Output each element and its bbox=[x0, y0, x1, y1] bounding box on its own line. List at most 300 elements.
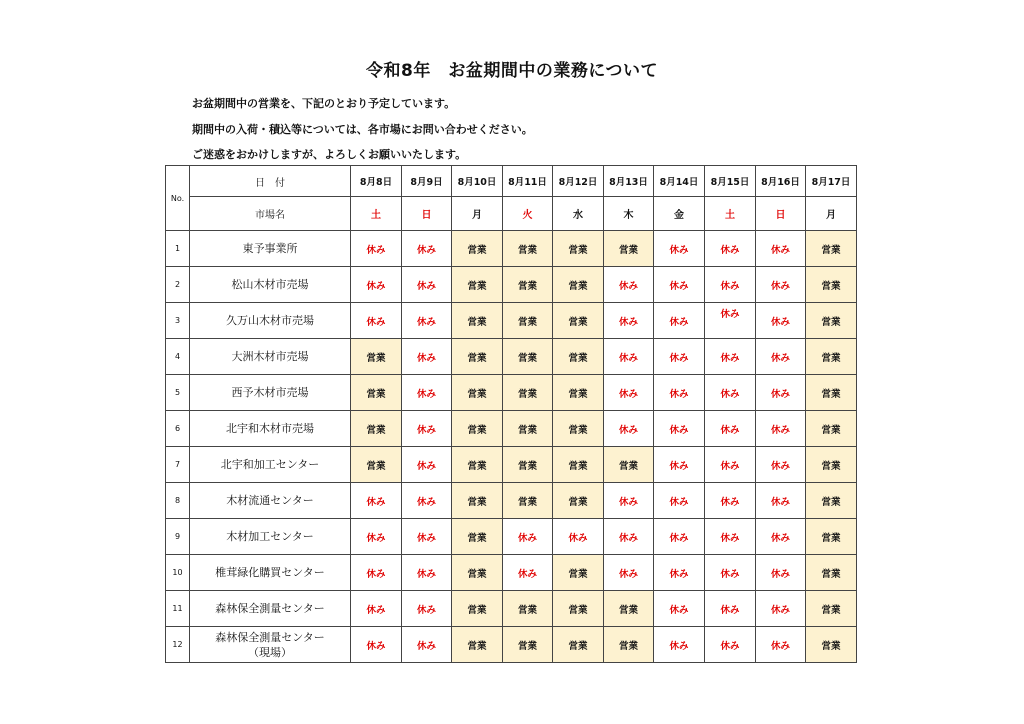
status-label: 営業 bbox=[618, 640, 638, 652]
status-closed-cell bbox=[705, 447, 756, 483]
weekday-header-cell: 月 bbox=[452, 197, 503, 231]
status-label: 休み bbox=[517, 532, 537, 544]
status-label: 営業 bbox=[821, 496, 841, 508]
status-closed-cell bbox=[402, 303, 452, 339]
date-header-cell: 8月17日 bbox=[806, 166, 857, 197]
status-label: 休み bbox=[720, 244, 740, 256]
status-label: 休み bbox=[720, 280, 740, 292]
status-label: 休み bbox=[618, 496, 638, 508]
status-open-cell bbox=[806, 483, 857, 519]
market-name: 森林保全測量センター （現場） bbox=[190, 627, 351, 663]
status-closed-cell bbox=[351, 555, 402, 591]
status-label: 休み bbox=[366, 640, 386, 652]
market-name: 椎茸緑化購買センター bbox=[190, 555, 351, 591]
status-open-cell bbox=[452, 591, 503, 627]
status-closed-cell bbox=[503, 555, 553, 591]
status-closed-cell bbox=[705, 267, 756, 303]
status-label: 休み bbox=[517, 568, 537, 580]
date-header-cell: 8月11日 bbox=[503, 166, 553, 197]
date-header-cell: 8月14日 bbox=[654, 166, 705, 197]
status-label: 営業 bbox=[467, 424, 487, 436]
status-label: 休み bbox=[416, 280, 436, 292]
market-name: 北宇和木材市売場 bbox=[190, 411, 351, 447]
status-label: 休み bbox=[416, 424, 436, 436]
status-closed-cell bbox=[402, 447, 452, 483]
no-column-header: No. bbox=[166, 166, 190, 231]
status-label: 休み bbox=[416, 352, 436, 364]
status-label: 休み bbox=[366, 568, 386, 580]
date-header-cell: 8月16日 bbox=[756, 166, 806, 197]
status-label: 営業 bbox=[821, 388, 841, 400]
status-label: 営業 bbox=[467, 532, 487, 544]
table-row bbox=[166, 447, 857, 483]
status-closed-cell bbox=[705, 591, 756, 627]
status-label: 休み bbox=[669, 640, 689, 652]
date-column-header: 日 付 bbox=[190, 166, 351, 197]
status-open-cell bbox=[452, 447, 503, 483]
status-closed-cell bbox=[604, 483, 654, 519]
schedule-table bbox=[165, 165, 857, 663]
status-label: 休み bbox=[568, 532, 588, 544]
status-label: 休み bbox=[770, 640, 790, 652]
note-line-2: 期間中の入荷・積込等については、各市場にお問い合わせください。 bbox=[192, 123, 533, 136]
status-open-cell bbox=[553, 411, 604, 447]
weekday-header-cell: 日 bbox=[402, 197, 452, 231]
status-label: 営業 bbox=[618, 460, 638, 472]
status-open-cell bbox=[806, 339, 857, 375]
table-row bbox=[166, 231, 857, 267]
status-label: 休み bbox=[669, 604, 689, 616]
status-open-cell bbox=[553, 375, 604, 411]
status-label: 営業 bbox=[467, 460, 487, 472]
status-closed-cell bbox=[604, 519, 654, 555]
status-closed-cell bbox=[654, 411, 705, 447]
status-label: 休み bbox=[618, 352, 638, 364]
status-open-cell bbox=[553, 627, 604, 663]
status-label: 休み bbox=[770, 316, 790, 328]
market-name: 木材加工センター bbox=[190, 519, 351, 555]
status-open-cell bbox=[553, 231, 604, 267]
status-label: 休み bbox=[416, 640, 436, 652]
table-row bbox=[166, 519, 857, 555]
status-label: 営業 bbox=[821, 244, 841, 256]
status-open-cell bbox=[806, 375, 857, 411]
status-label: 営業 bbox=[568, 316, 588, 328]
status-open-cell bbox=[452, 519, 503, 555]
status-label: 休み bbox=[366, 604, 386, 616]
row-number: 4 bbox=[166, 339, 190, 375]
status-label: 休み bbox=[770, 244, 790, 256]
weekday-header-cell: 金 bbox=[654, 197, 705, 231]
status-label: 休み bbox=[618, 388, 638, 400]
status-label: 休み bbox=[669, 496, 689, 508]
status-label: 休み bbox=[416, 460, 436, 472]
status-open-cell bbox=[452, 267, 503, 303]
weekday-header-cell: 月 bbox=[806, 197, 857, 231]
status-closed-cell bbox=[402, 231, 452, 267]
status-label: 休み bbox=[770, 388, 790, 400]
status-label: 営業 bbox=[568, 568, 588, 580]
status-closed-cell bbox=[402, 339, 452, 375]
status-label: 営業 bbox=[467, 244, 487, 256]
status-label: 休み bbox=[720, 352, 740, 364]
status-closed-cell bbox=[654, 483, 705, 519]
status-label: 休み bbox=[618, 316, 638, 328]
status-closed-cell bbox=[705, 231, 756, 267]
status-label: 営業 bbox=[366, 352, 386, 364]
status-label: 営業 bbox=[821, 316, 841, 328]
table-row bbox=[166, 339, 857, 375]
status-closed-cell bbox=[351, 483, 402, 519]
status-open-cell bbox=[452, 303, 503, 339]
date-header-cell: 8月12日 bbox=[553, 166, 604, 197]
status-label: 休み bbox=[416, 568, 436, 580]
status-label: 営業 bbox=[618, 244, 638, 256]
status-label: 営業 bbox=[467, 352, 487, 364]
status-open-cell bbox=[452, 627, 503, 663]
status-label: 営業 bbox=[821, 352, 841, 364]
market-name: 東予事業所 bbox=[190, 231, 351, 267]
status-closed-cell bbox=[756, 447, 806, 483]
table-row bbox=[166, 267, 857, 303]
status-label: 営業 bbox=[467, 568, 487, 580]
status-label: 休み bbox=[770, 424, 790, 436]
status-closed-cell bbox=[756, 339, 806, 375]
status-label: 休み bbox=[669, 568, 689, 580]
row-number: 10 bbox=[166, 555, 190, 591]
status-open-cell bbox=[351, 339, 402, 375]
table-row bbox=[166, 627, 857, 663]
status-label: 営業 bbox=[821, 424, 841, 436]
status-open-cell bbox=[604, 627, 654, 663]
status-closed-cell bbox=[654, 231, 705, 267]
status-closed-cell bbox=[503, 519, 553, 555]
status-label: 休み bbox=[366, 532, 386, 544]
status-label: 営業 bbox=[366, 460, 386, 472]
date-header-cell: 8月8日 bbox=[351, 166, 402, 197]
market-name: 西予木材市売場 bbox=[190, 375, 351, 411]
status-open-cell bbox=[351, 411, 402, 447]
status-label: 営業 bbox=[467, 280, 487, 292]
status-label: 営業 bbox=[568, 640, 588, 652]
status-open-cell bbox=[553, 591, 604, 627]
status-closed-cell bbox=[553, 519, 604, 555]
table-row bbox=[166, 375, 857, 411]
status-closed-cell bbox=[351, 591, 402, 627]
status-label: 休み bbox=[618, 532, 638, 544]
status-closed-cell bbox=[402, 519, 452, 555]
status-open-cell bbox=[503, 591, 553, 627]
status-label: 休み bbox=[416, 604, 436, 616]
status-closed-cell bbox=[756, 375, 806, 411]
status-label: 休み bbox=[720, 532, 740, 544]
status-closed-cell bbox=[604, 411, 654, 447]
status-label: 休み bbox=[720, 604, 740, 616]
status-label: 休み bbox=[669, 352, 689, 364]
market-name: 木材流通センター bbox=[190, 483, 351, 519]
status-open-cell bbox=[503, 447, 553, 483]
weekday-header-cell: 木 bbox=[604, 197, 654, 231]
status-label: 休み bbox=[770, 568, 790, 580]
status-label: 休み bbox=[618, 280, 638, 292]
status-label: 営業 bbox=[467, 316, 487, 328]
status-closed-cell bbox=[705, 555, 756, 591]
status-label: 休み bbox=[618, 568, 638, 580]
table-row bbox=[166, 555, 857, 591]
status-closed-cell bbox=[705, 519, 756, 555]
status-label: 営業 bbox=[517, 496, 537, 508]
status-open-cell bbox=[806, 447, 857, 483]
date-header-cell: 8月9日 bbox=[402, 166, 452, 197]
status-label: 営業 bbox=[517, 460, 537, 472]
status-label: 休み bbox=[366, 496, 386, 508]
row-number: 7 bbox=[166, 447, 190, 483]
status-closed-cell bbox=[654, 303, 705, 339]
status-closed-cell bbox=[351, 231, 402, 267]
market-name: 北宇和加工センター bbox=[190, 447, 351, 483]
status-open-cell bbox=[806, 519, 857, 555]
status-label: 休み bbox=[366, 280, 386, 292]
row-number: 5 bbox=[166, 375, 190, 411]
status-label: 営業 bbox=[568, 244, 588, 256]
note-line-3: ご迷惑をおかけしますが、よろしくお願いいたします。 bbox=[192, 148, 467, 161]
status-label: 営業 bbox=[517, 388, 537, 400]
status-closed-cell bbox=[756, 591, 806, 627]
status-open-cell bbox=[553, 267, 604, 303]
page-title: 令和8年 お盆期間中の業務について bbox=[366, 61, 658, 81]
status-label: 営業 bbox=[618, 604, 638, 616]
status-closed-cell bbox=[756, 267, 806, 303]
weekday-header-cell: 土 bbox=[705, 197, 756, 231]
status-closed-cell bbox=[756, 303, 806, 339]
status-label: 休み bbox=[720, 424, 740, 436]
status-label: 営業 bbox=[568, 496, 588, 508]
status-closed-cell bbox=[351, 267, 402, 303]
status-open-cell bbox=[806, 591, 857, 627]
status-closed-cell bbox=[654, 627, 705, 663]
market-name: 松山木材市売場 bbox=[190, 267, 351, 303]
status-open-cell bbox=[503, 411, 553, 447]
status-open-cell bbox=[604, 231, 654, 267]
status-closed-cell bbox=[604, 339, 654, 375]
status-closed-cell bbox=[756, 411, 806, 447]
status-label: 休み bbox=[770, 604, 790, 616]
status-closed-cell bbox=[756, 231, 806, 267]
status-closed-cell bbox=[604, 267, 654, 303]
status-label: 営業 bbox=[467, 388, 487, 400]
status-open-cell bbox=[503, 303, 553, 339]
status-closed-cell bbox=[654, 339, 705, 375]
status-open-cell bbox=[452, 411, 503, 447]
date-header-cell: 8月15日 bbox=[705, 166, 756, 197]
status-label: 営業 bbox=[568, 280, 588, 292]
status-label: 営業 bbox=[821, 604, 841, 616]
status-closed-cell bbox=[756, 483, 806, 519]
status-closed-cell bbox=[705, 375, 756, 411]
status-open-cell bbox=[806, 555, 857, 591]
status-label: 営業 bbox=[568, 424, 588, 436]
status-label: 休み bbox=[416, 316, 436, 328]
row-number: 1 bbox=[166, 231, 190, 267]
status-closed-cell bbox=[705, 483, 756, 519]
status-label: 休み bbox=[669, 388, 689, 400]
status-open-cell bbox=[503, 627, 553, 663]
table-row bbox=[166, 411, 857, 447]
status-label: 営業 bbox=[568, 352, 588, 364]
status-closed-cell bbox=[654, 447, 705, 483]
status-open-cell bbox=[503, 231, 553, 267]
status-open-cell bbox=[503, 339, 553, 375]
row-number: 9 bbox=[166, 519, 190, 555]
status-label: 休み bbox=[669, 280, 689, 292]
status-open-cell bbox=[806, 303, 857, 339]
market-name: 大洲木材市売場 bbox=[190, 339, 351, 375]
status-open-cell bbox=[806, 411, 857, 447]
status-label: 休み bbox=[669, 244, 689, 256]
table-row bbox=[166, 303, 857, 339]
status-closed-cell bbox=[351, 627, 402, 663]
status-closed-cell bbox=[604, 375, 654, 411]
date-header-cell: 8月13日 bbox=[604, 166, 654, 197]
status-open-cell bbox=[351, 447, 402, 483]
status-closed-cell bbox=[705, 627, 756, 663]
status-label: 営業 bbox=[517, 640, 537, 652]
status-open-cell bbox=[806, 627, 857, 663]
weekday-header-cell: 火 bbox=[503, 197, 553, 231]
status-open-cell bbox=[452, 375, 503, 411]
weekday-header-cell: 日 bbox=[756, 197, 806, 231]
status-label: 営業 bbox=[821, 640, 841, 652]
row-number: 11 bbox=[166, 591, 190, 627]
status-open-cell bbox=[553, 339, 604, 375]
status-label: 営業 bbox=[366, 388, 386, 400]
status-label: 営業 bbox=[568, 460, 588, 472]
status-label: 営業 bbox=[821, 532, 841, 544]
status-closed-cell bbox=[604, 555, 654, 591]
status-label: 休み bbox=[770, 280, 790, 292]
status-closed-cell bbox=[402, 411, 452, 447]
status-open-cell bbox=[553, 303, 604, 339]
status-closed-cell bbox=[654, 591, 705, 627]
status-label: 営業 bbox=[821, 280, 841, 292]
status-label: 休み bbox=[669, 424, 689, 436]
status-label: 営業 bbox=[517, 244, 537, 256]
status-open-cell bbox=[604, 591, 654, 627]
status-closed-cell bbox=[654, 519, 705, 555]
status-closed-cell bbox=[705, 411, 756, 447]
weekday-header-cell: 水 bbox=[553, 197, 604, 231]
table-row bbox=[166, 483, 857, 519]
row-number: 2 bbox=[166, 267, 190, 303]
status-label: 休み bbox=[770, 496, 790, 508]
status-label: 休み bbox=[416, 532, 436, 544]
status-label: 営業 bbox=[517, 604, 537, 616]
weekday-header-cell: 土 bbox=[351, 197, 402, 231]
status-label: 営業 bbox=[467, 604, 487, 616]
status-closed-cell bbox=[351, 519, 402, 555]
status-closed-cell bbox=[756, 627, 806, 663]
row-number: 8 bbox=[166, 483, 190, 519]
status-open-cell bbox=[806, 267, 857, 303]
status-label: 休み bbox=[416, 244, 436, 256]
status-label: 営業 bbox=[821, 460, 841, 472]
status-label: 休み bbox=[618, 424, 638, 436]
status-open-cell bbox=[452, 555, 503, 591]
status-label: 休み bbox=[720, 640, 740, 652]
status-label: 休み bbox=[720, 568, 740, 580]
status-closed-cell bbox=[654, 555, 705, 591]
market-name: 森林保全測量センター bbox=[190, 591, 351, 627]
status-label: 休み bbox=[669, 316, 689, 328]
status-label: 休み bbox=[770, 532, 790, 544]
row-number: 6 bbox=[166, 411, 190, 447]
status-open-cell bbox=[503, 483, 553, 519]
status-closed-cell bbox=[756, 555, 806, 591]
status-open-cell bbox=[806, 231, 857, 267]
status-open-cell bbox=[503, 375, 553, 411]
status-label: 休み bbox=[770, 352, 790, 364]
status-label: 休み bbox=[366, 316, 386, 328]
status-closed-cell bbox=[351, 303, 402, 339]
status-closed-cell bbox=[402, 483, 452, 519]
status-open-cell bbox=[553, 555, 604, 591]
status-closed-cell bbox=[705, 303, 756, 339]
status-closed-cell bbox=[402, 591, 452, 627]
status-closed-cell bbox=[402, 375, 452, 411]
status-label: 営業 bbox=[517, 352, 537, 364]
status-label: 休み bbox=[770, 460, 790, 472]
status-label: 営業 bbox=[467, 640, 487, 652]
status-label: 休み bbox=[720, 496, 740, 508]
status-open-cell bbox=[604, 447, 654, 483]
status-label: 営業 bbox=[517, 424, 537, 436]
status-closed-cell bbox=[654, 267, 705, 303]
status-closed-cell bbox=[654, 375, 705, 411]
row-number: 3 bbox=[166, 303, 190, 339]
status-label: 営業 bbox=[568, 388, 588, 400]
status-label: 休み bbox=[720, 308, 740, 320]
table-row bbox=[166, 591, 857, 627]
status-label: 休み bbox=[366, 244, 386, 256]
status-closed-cell bbox=[705, 339, 756, 375]
status-open-cell bbox=[553, 483, 604, 519]
status-label: 休み bbox=[720, 460, 740, 472]
status-closed-cell bbox=[756, 519, 806, 555]
status-label: 営業 bbox=[517, 316, 537, 328]
status-open-cell bbox=[452, 231, 503, 267]
status-label: 休み bbox=[416, 388, 436, 400]
status-closed-cell bbox=[604, 303, 654, 339]
status-label: 営業 bbox=[467, 496, 487, 508]
status-closed-cell bbox=[402, 627, 452, 663]
note-line-1: お盆期間中の営業を、下記のとおり予定しています。 bbox=[192, 97, 456, 110]
status-closed-cell bbox=[402, 267, 452, 303]
status-open-cell bbox=[503, 267, 553, 303]
status-open-cell bbox=[553, 447, 604, 483]
status-label: 営業 bbox=[568, 604, 588, 616]
status-open-cell bbox=[452, 339, 503, 375]
status-label: 営業 bbox=[821, 568, 841, 580]
status-open-cell bbox=[452, 483, 503, 519]
status-label: 休み bbox=[669, 460, 689, 472]
date-header-cell: 8月10日 bbox=[452, 166, 503, 197]
market-name: 久万山木材市売場 bbox=[190, 303, 351, 339]
status-label: 営業 bbox=[517, 280, 537, 292]
status-label: 休み bbox=[416, 496, 436, 508]
market-column-header: 市場名 bbox=[190, 197, 351, 231]
status-open-cell bbox=[351, 375, 402, 411]
status-label: 休み bbox=[669, 532, 689, 544]
